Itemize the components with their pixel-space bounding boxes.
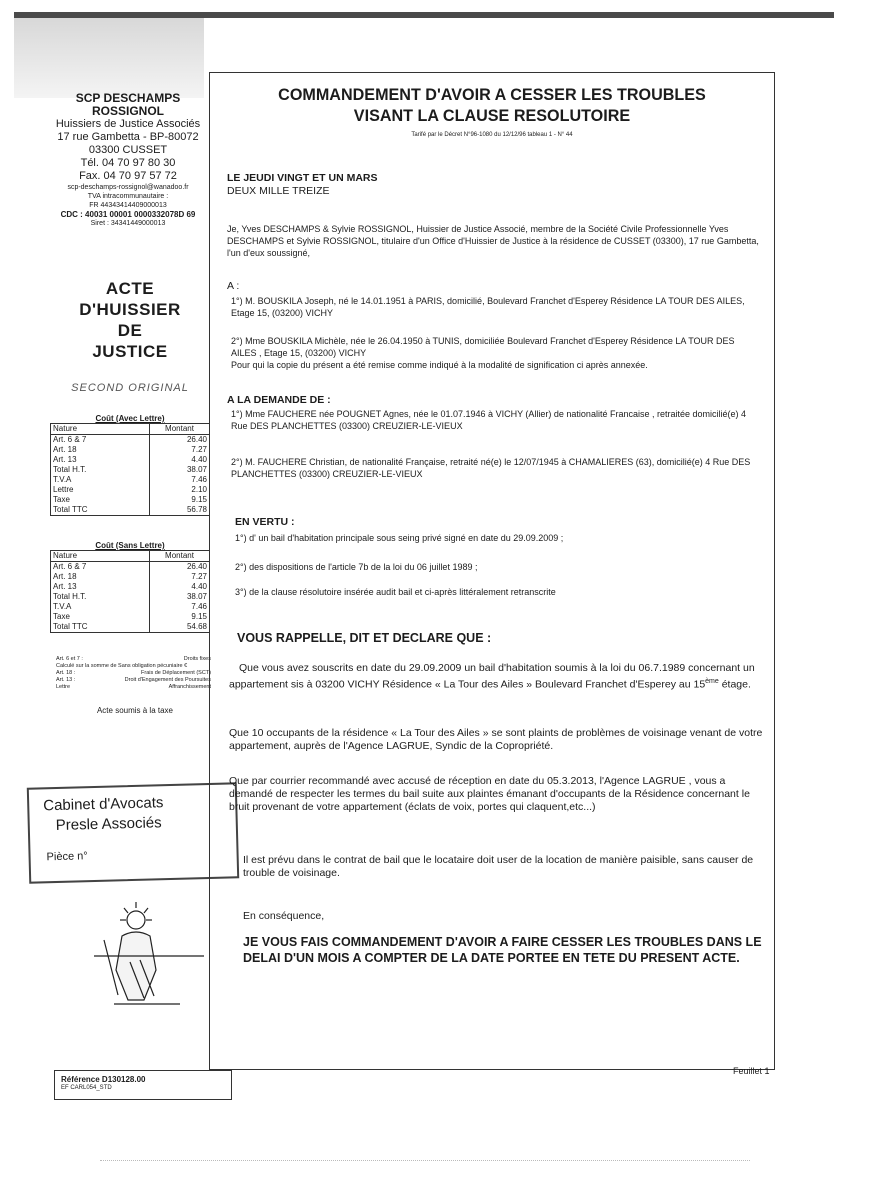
cost-amount: 9.15	[150, 495, 210, 505]
cost-nature: T.V.A	[53, 475, 72, 484]
final-command: JE VOUS FAIS COMMANDEMENT D'AVOIR A FAIRE CESSER LES TROUBLES DANS LE DELAI D'UN MOIS A COMPTER DE LA DATE PORTEE EN TETE DU PRESENT ACTE.	[243, 935, 762, 965]
cost-avec-table	[50, 423, 210, 516]
stamp-line1: Cabinet d'Avocats	[43, 794, 164, 815]
document-title	[223, 84, 761, 126]
cost-avec-block	[50, 414, 210, 516]
office-line3: Huissiers de Justice Associés	[55, 118, 201, 130]
office-email: scp-deschamps-rossignol@wanadoo.fr	[67, 184, 189, 191]
cost-nature: T.V.A	[53, 602, 72, 611]
cost-amount: 26.40	[150, 435, 210, 446]
cost-sans-title: Coût (Sans Lettre)	[95, 541, 165, 550]
stamp-line2: Presle Associés	[55, 814, 162, 835]
cost-amount: 26.40	[150, 562, 210, 573]
cost-nature: Taxe	[53, 495, 70, 504]
paragraph-courrier: Que par courrier recommandé avec accusé de réception en date du 05.3.2013, l'Agence LAGRUE , vous a demandé de respecter les termes du bail suite aux plaintes émanant d'occupants de la Résidence concernant le bruit provenant de votre appartement (éclats de voix, portes qui claquent,etc...)	[229, 775, 750, 813]
a-label: A :	[227, 280, 240, 292]
acte-line3: DE	[117, 321, 143, 340]
cost-amount: 38.07	[150, 592, 210, 602]
note-text: Frais de Déplacement (SCT)	[141, 670, 211, 676]
cost-amount: 54.68	[150, 622, 210, 633]
acte-heading	[70, 278, 190, 362]
office-cdc: CDC : 40031 00001 0000332078D 69	[60, 210, 196, 219]
cost-row	[51, 495, 210, 505]
cost-amount: 7.46	[150, 475, 210, 485]
acte-taxe-note: Acte soumis à la taxe	[96, 706, 174, 715]
cost-nature: Art. 13	[53, 455, 77, 464]
cost-row	[51, 612, 210, 622]
justice-emblem-icon	[84, 900, 214, 1010]
cost-amount: 7.27	[150, 572, 210, 582]
office-siret: Siret : 34341449000013	[90, 220, 166, 227]
cost-notes	[56, 656, 211, 691]
vertu-1: 1°) d' un bail d'habitation principale sous seing privé signé en date du 29.09.2009 ;	[235, 533, 564, 543]
cost-row	[51, 582, 210, 592]
intro-paragraph: Je, Yves DESCHAMPS & Sylvie ROSSIGNOL, Huissier de Justice Associé, membre de la Société Civile Professionnelle Yves DESCHAMPS et Sylvie ROSSIGNOL, titulaire d'un Office d'Huissier de Justice à la résidence de CUSSET (03300), 17 rue Gambetta, l'un d'eux soussigné,	[227, 224, 759, 258]
cost-nature: Art. 6 & 7	[53, 435, 87, 444]
cost-row	[51, 475, 210, 485]
reference-line1: Référence D130128.00	[61, 1075, 146, 1084]
acte-line1: ACTE	[105, 279, 155, 298]
cost-header-montant: Montant	[150, 424, 210, 435]
second-original: SECOND ORIGINAL	[71, 382, 189, 394]
cost-amount: 4.40	[150, 582, 210, 592]
vertu-label: EN VERTU :	[235, 516, 295, 528]
note-label: Art. 13 :	[56, 677, 76, 683]
cost-nature: Art. 18	[53, 572, 77, 581]
reference-line2: EF CARL054_STD	[61, 1085, 112, 1091]
note-text: Droit d'Engagement des Poursuites	[124, 677, 211, 683]
note-text: Calculé sur la somme de Sans obligation pécuniaire €	[56, 663, 188, 669]
title-line1: COMMANDEMENT D'AVOIR A CESSER LES TROUBLES	[278, 85, 706, 104]
cost-nature: Art. 6 & 7	[53, 562, 87, 571]
cost-row	[51, 572, 210, 582]
scan-bottom-marks	[100, 1160, 750, 1162]
stamp-line3: Pièce n°	[46, 850, 88, 864]
paragraph-bail-end: étage.	[718, 678, 751, 691]
office-fax: Fax. 04 70 97 57 72	[79, 170, 177, 182]
cost-sans-block	[50, 541, 210, 633]
note-text: Affranchissement	[168, 684, 211, 690]
cost-amount: 2.10	[150, 485, 210, 495]
cost-nature: Art. 13	[53, 582, 77, 591]
office-tva: FR 44343414409000013	[89, 202, 167, 209]
copy-note: Pour qui la copie du présent a été remise comme indiqué à la modalité de signification ci après annexée.	[231, 360, 648, 370]
paragraph-bail-text: Que vous avez souscrits en date du 29.09.2009 un bail d'habitation soumis à la loi du 06.7.1989 concernant un appartement sis à 03200 VICHY Résidence « La Tour des Ailes » Boulevard Franchet d'Esperey au 15	[229, 662, 755, 691]
cost-row	[51, 602, 210, 612]
tarif-note: Tarifé par le Décret N°96-1080 du 12/12/96 tableau 1 - N° 44	[411, 132, 573, 138]
paragraph-contrat: Il est prévu dans le contrat de bail que le locataire doit user de la location de manière paisible, sans causer de trouble de voisinage.	[243, 854, 754, 879]
office-tel: Tél. 04 70 97 80 30	[80, 157, 176, 169]
cost-sans-table	[50, 550, 210, 633]
cost-row	[51, 445, 210, 455]
title-line2: VISANT LA CLAUSE RESOLUTOIRE	[353, 106, 631, 125]
requester-1: 1°) Mme FAUCHERE née POUGNET Agnes, née le 01.07.1946 à VICHY (Allier) de nationalité Francaise , retraitée domicilié(e) 4 Rue DES PLANCHETTES (03300) CREUZIER-LE-VIEUX	[231, 409, 746, 431]
scan-shadow	[14, 18, 204, 98]
paragraph-bail	[229, 662, 764, 692]
demande-label: A LA DEMANDE DE :	[227, 394, 331, 406]
office-tva-label: TVA intracommunautaire :	[87, 193, 169, 200]
cost-nature: Total H.T.	[53, 465, 87, 474]
paragraph-consequence: En conséquence,	[243, 910, 325, 922]
acte-line2: D'HUISSIER	[79, 300, 181, 319]
cost-nature: Total TTC	[53, 505, 88, 514]
cost-header-montant: Montant	[150, 551, 210, 562]
recipient-1: 1°) M. BOUSKILA Joseph, né le 14.01.1951 à PARIS, domicilié, Boulevard Franchet d'Esperey Résidence LA TOUR DES AILES, Etage 15, (03200) VICHY	[231, 296, 745, 318]
cost-nature: Total H.T.	[53, 592, 87, 601]
cost-amount: 4.40	[150, 455, 210, 465]
cost-row	[51, 455, 210, 465]
rappelle-heading: VOUS RAPPELLE, DIT ET DECLARE QUE :	[237, 631, 492, 645]
cost-nature: Total TTC	[53, 622, 88, 631]
office-header	[48, 92, 208, 228]
requester-2: 2°) M. FAUCHERE Christian, de nationalité Française, retraité né(e) le 12/07/1945 à CHAMALIERES (63), domicilié(e) 4 Rue DES PLANCHETTES (03300) CREUZIER-LE-VIEUX	[231, 457, 751, 479]
office-line4: 17 rue Gambetta - BP-80072	[57, 131, 199, 143]
office-line2: ROSSIGNOL	[91, 104, 164, 118]
cost-row	[51, 592, 210, 602]
paragraph-voisinage: Que 10 occupants de la résidence « La Tour des Ailes » se sont plaints de problèmes de voisinage venant de votre appartement, auprès de l'Agence LAGRUE, Syndic de la Copropriété.	[229, 727, 763, 752]
note-label: Lettre	[56, 684, 71, 690]
paragraph-bail-sup: ème	[705, 678, 719, 685]
cost-avec-title: Coût (Avec Lettre)	[95, 414, 165, 423]
date-block	[227, 172, 762, 198]
vertu-2: 2°) des dispositions de l'article 7b de la loi du 06 juillet 1989 ;	[235, 562, 478, 572]
cost-header-nature: Nature	[51, 551, 150, 562]
cost-amount: 7.27	[150, 445, 210, 455]
lawyer-stamp	[27, 782, 239, 883]
cost-amount: 56.78	[150, 505, 210, 516]
feuillet-number: Feuillet 1	[733, 1066, 770, 1076]
cost-amount: 9.15	[150, 612, 210, 622]
note-text: Droits fixes	[183, 656, 211, 662]
office-line5: 03300 CUSSET	[88, 144, 168, 156]
note-label: Art. 18 :	[56, 670, 76, 676]
vertu-3: 3°) de la clause résolutoire insérée audit bail et ci-après littéralement retranscrite	[235, 587, 556, 597]
note-label: Art. 6 et 7 :	[56, 656, 83, 662]
cost-nature: Taxe	[53, 612, 70, 621]
cost-row	[51, 562, 210, 573]
cost-row	[51, 485, 210, 495]
cost-row	[51, 435, 210, 446]
recipient-2: 2°) Mme BOUSKILA Michèle, née le 26.04.1950 à TUNIS, domiciliée Boulevard Franchet d'Esperey Résidence LA TOUR DES AILES , Etage 15, (03200) VICHY	[231, 336, 735, 358]
cost-row	[51, 505, 210, 516]
acte-line4: JUSTICE	[92, 342, 168, 361]
cost-row	[51, 465, 210, 475]
reference-box	[54, 1070, 232, 1100]
cost-header-nature: Nature	[51, 424, 150, 435]
cost-amount: 38.07	[150, 465, 210, 475]
date-line2: DEUX MILLE TREIZE	[227, 185, 330, 197]
cost-nature: Art. 18	[53, 445, 77, 454]
cost-row	[51, 622, 210, 633]
office-line1: SCP DESCHAMPS	[75, 91, 181, 105]
cost-nature: Lettre	[53, 485, 74, 494]
cost-amount: 7.46	[150, 602, 210, 612]
date-line1: LE JEUDI VINGT ET UN MARS	[227, 172, 378, 184]
